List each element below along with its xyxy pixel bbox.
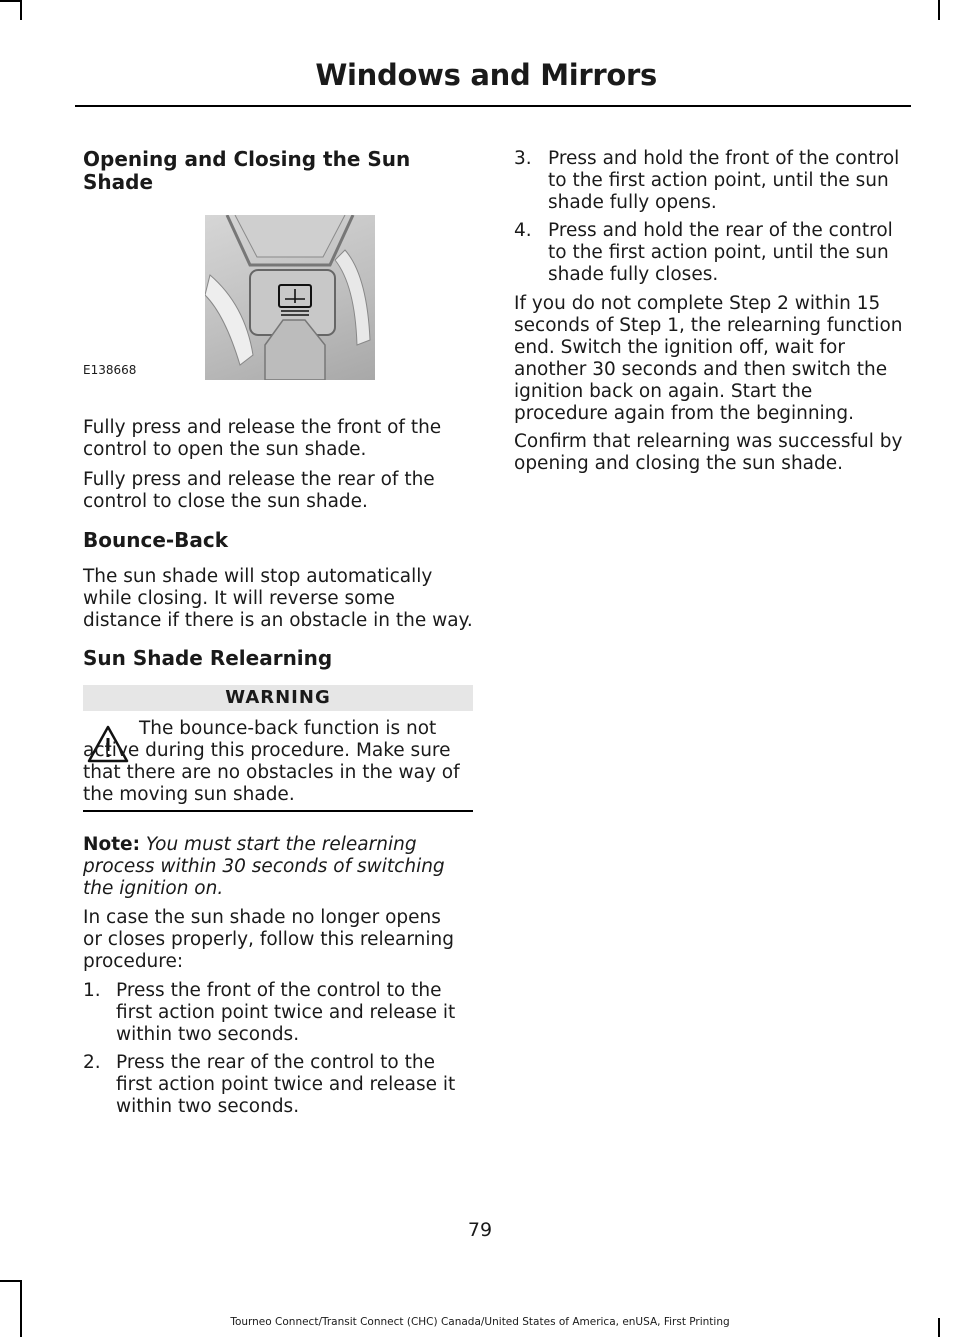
paragraph: The sun shade will stop automatically while closing. It will reverse some distance if there is an obstacle in the way. <box>83 566 473 631</box>
list-item-number: 4. <box>514 220 532 241</box>
note-label: Note: <box>83 834 140 855</box>
list-item-number: 3. <box>514 148 532 169</box>
header-divider <box>75 105 911 107</box>
paragraph: In case the sun shade no longer opens or closes properly, follow this relearning procedure: <box>83 907 454 972</box>
warning-text: The bounce-back function is not active during this procedure. Make sure that there are no obstacles in the way of the moving sun shade. <box>83 718 460 805</box>
note <box>83 834 475 900</box>
paragraph: Fully press and release the rear of the control to close the sun shade. <box>83 469 435 512</box>
list-item: Press the front of the control to the first action point twice and release it within two seconds. <box>116 980 456 1045</box>
crop-mark <box>20 1280 22 1337</box>
paragraph: If you do not complete Step 2 within 15 seconds of Step 1, the relearning function end. Switch the ignition off, wait for another 30 seconds and then switch the ignition back on again. Start the procedure again from the beginning. <box>514 293 903 424</box>
crop-mark <box>938 0 940 20</box>
section-heading: Sun Shade Relearning <box>83 646 333 670</box>
list-item: Press the rear of the control to the first action point twice and release it within two seconds. <box>116 1052 456 1117</box>
page-header-title: Windows and Mirrors <box>315 58 657 92</box>
sunshade-control-illustration <box>205 215 375 380</box>
note-text: You must start the relearning process within 30 seconds of switching the ignition on. <box>83 834 445 899</box>
list-item: Press and hold the rear of the control to the first action point, until the sun shade fully closes. <box>548 220 893 285</box>
list-item-number: 1. <box>83 980 101 1001</box>
list-item-number: 2. <box>83 1052 101 1073</box>
crop-mark <box>0 1280 22 1282</box>
list-item: Press and hold the front of the control to the first action point, until the sun shade fully opens. <box>548 148 900 213</box>
figure-id: E138668 <box>83 363 137 377</box>
paragraph: Fully press and release the front of the control to open the sun shade. <box>83 417 442 460</box>
crop-mark <box>0 0 20 2</box>
warning-divider <box>83 810 473 812</box>
section-heading: Bounce-Back <box>83 528 229 552</box>
page-number: 79 <box>467 1219 493 1241</box>
warning-banner: WARNING <box>83 685 473 711</box>
paragraph: Confirm that relearning was successful by opening and closing the sun shade. <box>514 431 903 474</box>
footer-text: Tourneo Connect/Transit Connect (CHC) Canada/United States of America, enUSA, First Printing <box>230 1316 730 1328</box>
section-heading: Opening and Closing the Sun Shade <box>83 147 411 194</box>
crop-mark <box>20 0 22 20</box>
